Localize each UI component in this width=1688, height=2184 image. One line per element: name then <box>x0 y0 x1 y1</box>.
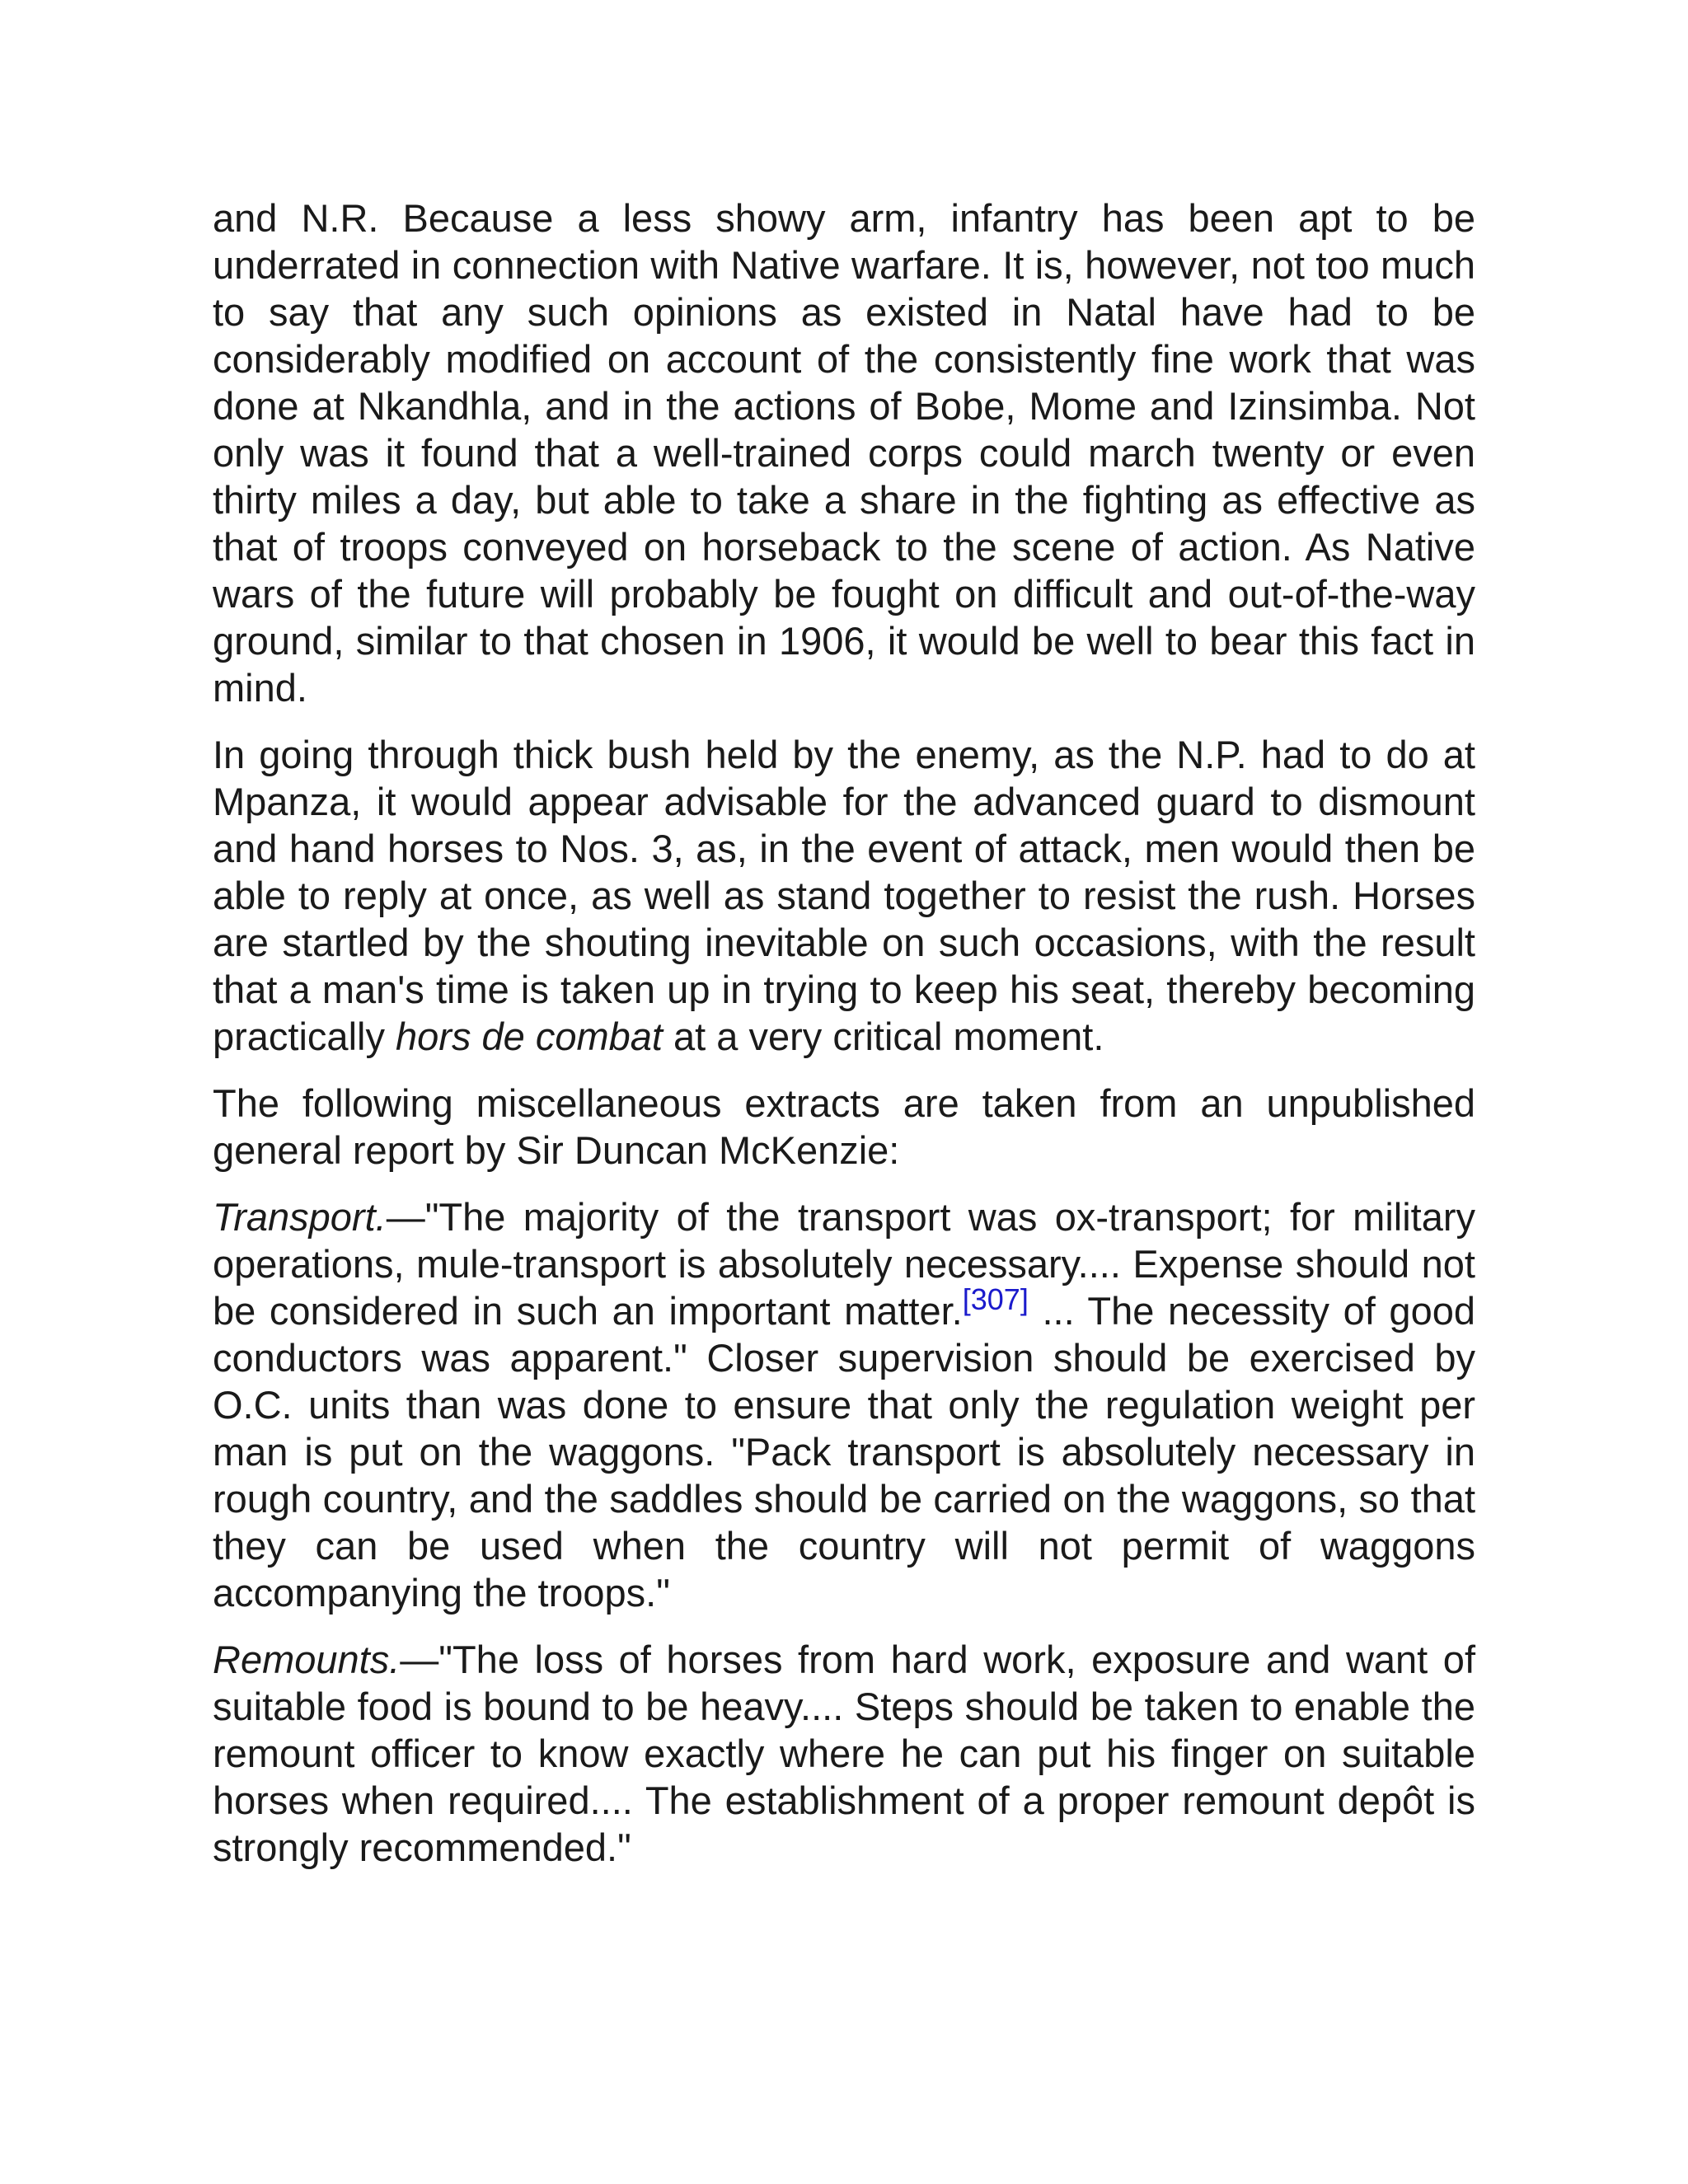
paragraph-text: ... The necessity of good conductors was apparent." Closer supervision should be exercised by O.C. units than was done to ensure that only the regulation weight per man is put on the waggons. "Pack transport is absolutely necessary in rough country, and the saddles should be carried on the waggons, so that they can be used when the country will not permit of waggons accompanying the troops." <box>213 1289 1475 1615</box>
paragraph-remounts <box>213 1636 1475 1871</box>
section-heading-remounts: Remounts. <box>213 1638 401 1681</box>
paragraph-text: at a very critical moment. <box>662 1015 1104 1058</box>
paragraph-infantry <box>213 194 1475 711</box>
italic-phrase: hors de combat <box>396 1015 663 1058</box>
paragraph-text: and N.R. Because a less showy arm, infantry has been apt to be underrated in connection with Native warfare. It is, however, not too much to say that any such opinions as existed in Natal have had to be considerably modified on account of the consistently fine work that was done at Nkandhla, and in the actions of Bobe, Mome and Izinsimba. Not only was it found that a well-trained corps could march twenty or even thirty miles a day, but able to take a share in the fighting as effective as that of troops conveyed on horseback to the scene of action. As Native wars of the future will probably be fought on difficult and out-of-the-way ground, similar to that chosen in 1906, it would be well to bear this fact in mind. <box>213 196 1475 710</box>
paragraph-text: In going through thick bush held by the enemy, as the N.P. had to do at Mpanza, it would appear advisable for the advanced guard to dismount and hand horses to Nos. 3, as, in the event of attack, men would then be able to reply at once, as well as stand together to resist the rush. Horses are startled by the shouting inevitable on such occasions, with the result that a man's time is taken up in trying to keep his seat, thereby becoming practically <box>213 733 1475 1058</box>
paragraph-transport <box>213 1193 1475 1616</box>
paragraph-text: —"The majority of the transport was ox-transport; for military operations, mule-transport is absolutely necessary.... Expense should not be considered in such an important matter. <box>213 1195 1475 1333</box>
footnote-link[interactable]: [307] <box>962 1282 1029 1316</box>
paragraph-thick-bush <box>213 731 1475 1060</box>
section-heading-transport: Transport. <box>213 1195 387 1239</box>
paragraph-extracts-intro <box>213 1080 1475 1174</box>
paragraph-text: The following miscellaneous extracts are taken from an unpublished general report by Sir Duncan McKenzie: <box>213 1081 1475 1172</box>
paragraph-text: —"The loss of horses from hard work, exposure and want of suitable food is bound to be heavy.... Steps should be taken to enable the remount officer to know exactly where he can put his finger on suitable horses when required.... The establishment of a proper remount depôt is strongly recommended." <box>213 1638 1475 1869</box>
document-page <box>213 194 1475 1871</box>
